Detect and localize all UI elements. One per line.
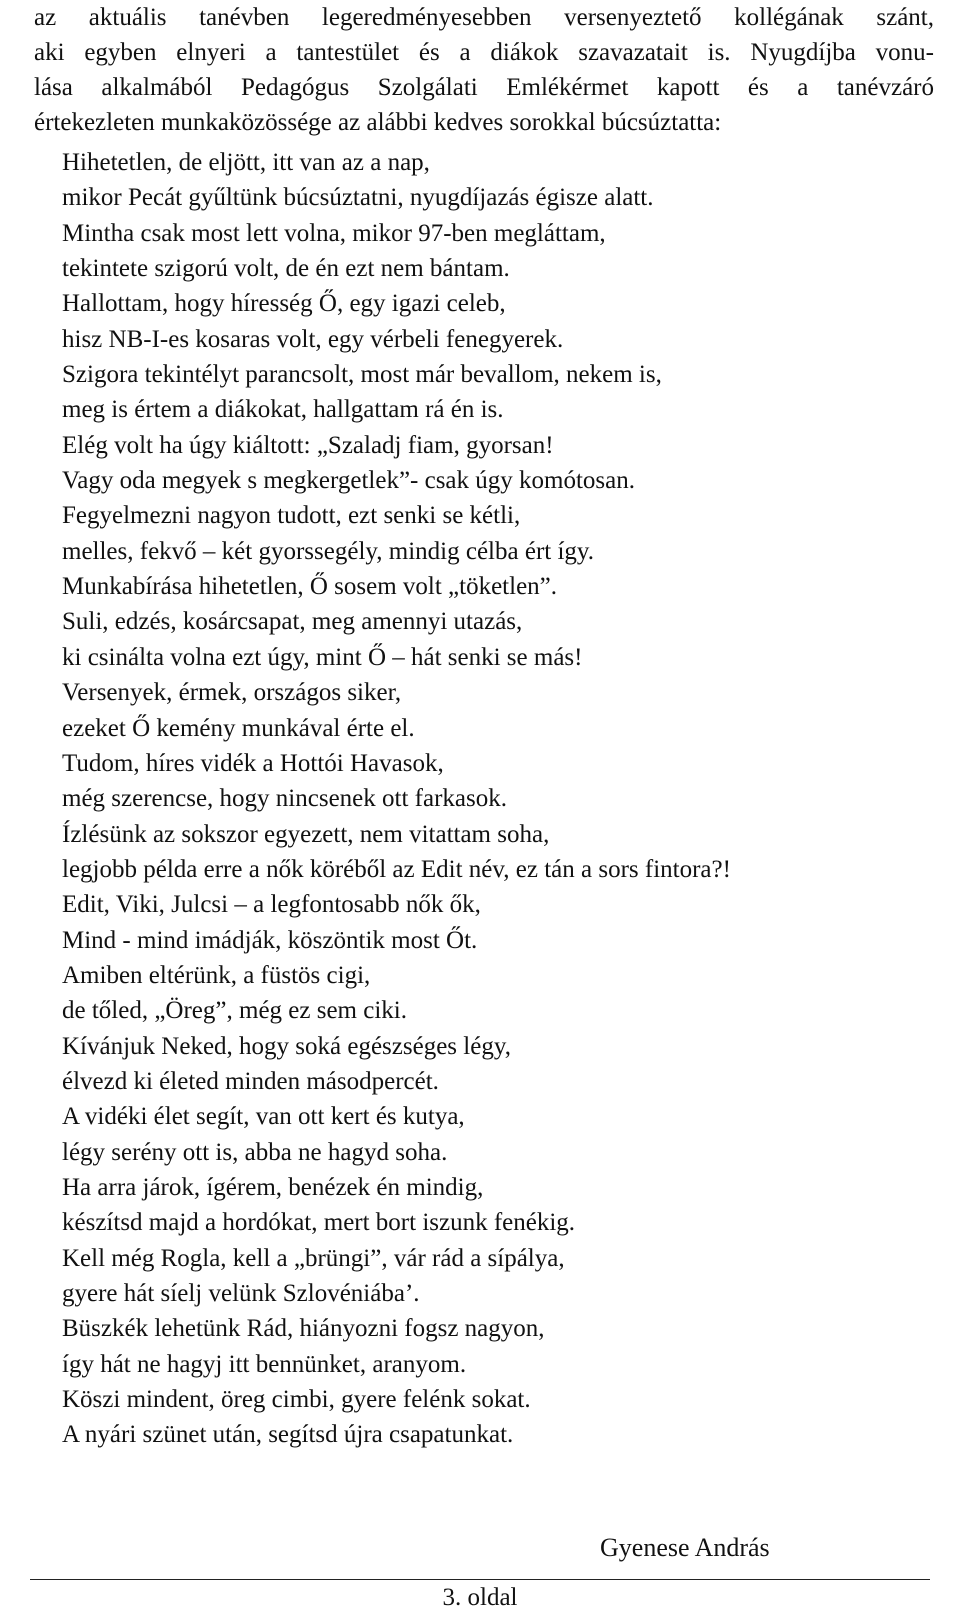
poem-line: Köszi mindent, öreg cimbi, gyere felénk sokat.	[62, 1386, 531, 1414]
poem-line: Ha arra járok, ígérem, benézek én mindig,	[62, 1173, 484, 1201]
poem-line: Fegyelmezni nagyon tudott, ezt senki se kétli,	[62, 502, 521, 530]
intro-line: lása alkalmából Pedagógus Szolgálati Emlékérmet kapott és a tanévzáró	[34, 74, 934, 101]
poem-line: Amiben eltérünk, a füstös cigi,	[62, 961, 371, 989]
poem-line: mikor Pecát gyűltünk búcsúztatni, nyugdíjazás égisze alatt.	[62, 184, 654, 212]
poem	[62, 145, 942, 1453]
poem-line: A nyári szünet után, segítsd újra csapatunkat.	[62, 1421, 514, 1449]
intro-line: aki egyben elnyeri a tantestület és a diákok szavazatait is. Nyugdíjba vonu-	[34, 39, 934, 66]
poem-line: Tudom, híres vidék a Hottói Havasok,	[62, 749, 444, 777]
poem-line: légy serény ott is, abba ne hagyd soha.	[62, 1138, 448, 1166]
poem-line: Hallottam, hogy híresség Ő, egy igazi celeb,	[62, 290, 506, 318]
poem-line: Vagy oda megyek s megkergetlek”- csak úgy komótosan.	[62, 467, 635, 495]
poem-line: Kell még Rogla, kell a „brüngi”, vár rád a sípálya,	[62, 1244, 565, 1272]
poem-line: élvezd ki életed minden másodpercét.	[62, 1067, 439, 1095]
poem-line: A vidéki élet segít, van ott kert és kutya,	[62, 1103, 465, 1131]
poem-line: meg is értem a diákokat, hallgattam rá én is.	[62, 396, 504, 424]
footer-divider	[30, 1579, 930, 1580]
poem-line: Szigora tekintélyt parancsolt, most már bevallom, nekem is,	[62, 361, 662, 389]
poem-line: tekintete szigorú volt, de én ezt nem bántam.	[62, 255, 510, 283]
poem-line: hisz NB-I-es kosaras volt, egy vérbeli fenegyerek.	[62, 325, 564, 353]
poem-line: készítsd majd a hordókat, mert bort iszunk fenékig.	[62, 1209, 576, 1237]
poem-line: Mintha csak most lett volna, mikor 97-ben megláttam,	[62, 219, 606, 247]
poem-line: Suli, edzés, kosárcsapat, meg amennyi utazás,	[62, 608, 523, 636]
poem-line: Büszkék lehetünk Rád, hiányozni fogsz nagyon,	[62, 1315, 545, 1343]
poem-line: gyere hát síelj velünk Szlovéniába’.	[62, 1280, 420, 1307]
poem-line: Ízlésünk az sokszor egyezett, nem vitattam soha,	[62, 820, 550, 848]
author-signature: Gyenese András	[600, 1533, 770, 1562]
poem-line: legjobb példa erre a nők köréből az Edit név, ez tán a sors fintora?!	[62, 855, 731, 883]
poem-line: Edit, Viki, Julcsi – a legfontosabb nők ők,	[62, 891, 481, 919]
poem-line: melles, fekvő – két gyorssegély, mindig célba ért így.	[62, 537, 595, 565]
poem-line: Kívánjuk Neked, hogy soká egészséges légy,	[62, 1032, 511, 1060]
intro-line: értekezleten munkaközössége az alábbi kedves sorokkal búcsúztatta:	[34, 109, 722, 136]
poem-line: Hihetetlen, de eljött, itt van az a nap,	[62, 149, 430, 176]
poem-line: de tőled, „Öreg”, még ez sem ciki.	[62, 997, 407, 1025]
poem-line: ezeket Ő kemény munkával érte el.	[62, 714, 415, 742]
poem-line: Munkabírása hihetetlen, Ő sosem volt „töketlen”.	[62, 573, 558, 601]
poem-line: ki csinálta volna ezt úgy, mint Ő – hát senki se más!	[62, 643, 583, 671]
intro-line: az aktuális tanévben legeredményesebben versenyeztető kollégának szánt,	[34, 4, 934, 31]
poem-line: még szerencse, hogy nincsenek ott farkasok.	[62, 785, 507, 813]
intro-paragraph	[34, 0, 934, 140]
page-number: 3. oldal	[442, 1584, 518, 1611]
poem-line: Mind - mind imádják, köszöntik most Őt.	[62, 926, 478, 954]
poem-line: Versenyek, érmek, országos siker,	[62, 679, 402, 707]
poem-line: így hát ne hagyj itt bennünket, aranyom.	[62, 1350, 467, 1378]
poem-line: Elég volt ha úgy kiáltott: „Szaladj fiam, gyorsan!	[62, 431, 554, 459]
